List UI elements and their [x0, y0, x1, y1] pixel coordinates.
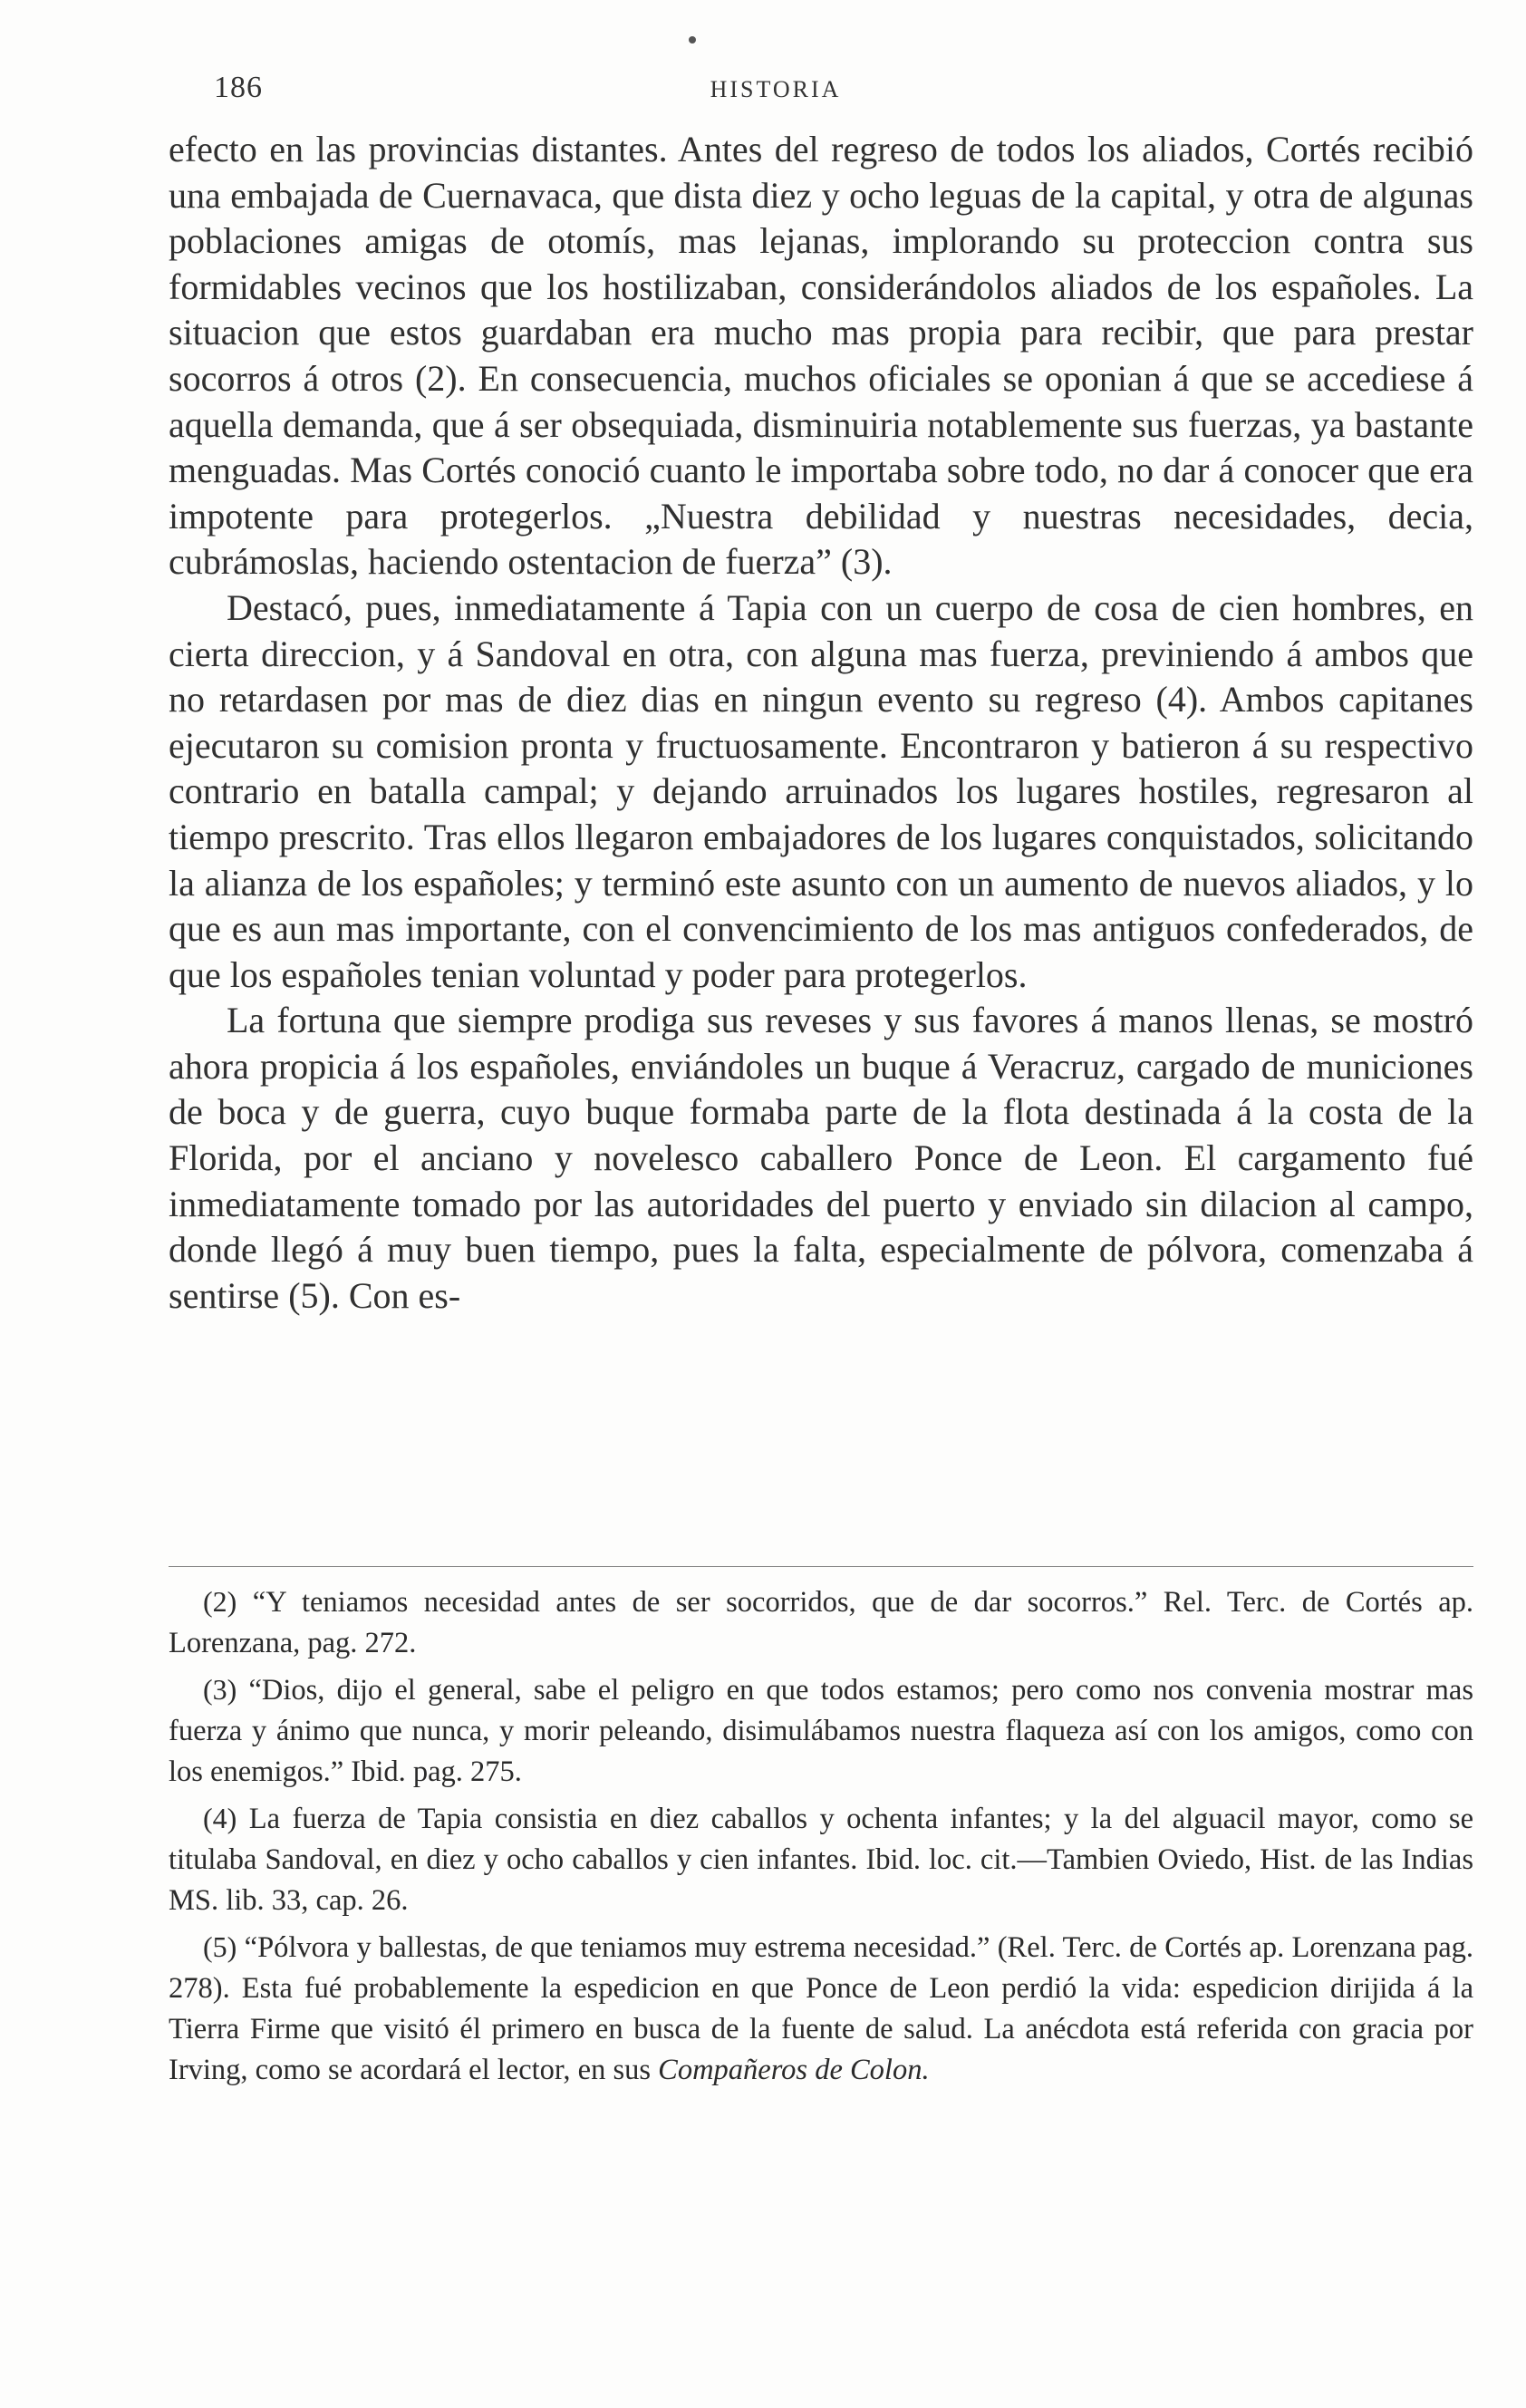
footnote-mark: (2): [203, 1585, 237, 1618]
footnote: [169, 1581, 1473, 1664]
page-number: 186: [214, 71, 263, 104]
footnote: [169, 1669, 1473, 1793]
footnote-divider: [169, 1566, 1473, 1567]
paragraph: Destacó, pues, inmediatamente á Tapia con un cuerpo de cosa de cien hombres, en cierta direccion, y á Sandoval en otra, con alguna mas fuerza, previniendo á ambos que no retardasen por mas de diez dias en ningun evento su regreso (4). Ambos capitanes ejecutaron su comision pronta y fructuosamente. Encontraron y batieron á su respectivo contrario en batalla campal; y dejando arruinados los lugares hostiles, regresaron al tiempo prescrito. Tras ellos llegaron embajadores de los lugares conquistados, solicitando la alianza de los españoles; y terminó este asunto con un aumento de nuevos aliados, y lo que es aun mas importante, con el convencimiento de los mas antiguos confederados, de que los españoles tenian voluntad y poder para protegerlos.: [169, 586, 1473, 995]
main-text: [169, 127, 1473, 1319]
page-header: [214, 71, 1338, 116]
footnote-text: La fuerza de Tapia consistia en diez caballos y ochenta infantes; y la del alguacil mayor, como se titulaba Sandoval, en diez y ocho caballos y cien infantes. Ibid. loc. cit.—Tambien Oviedo, Hist. de las Indias MS. lib. 33, cap. 26.: [169, 1803, 1473, 1917]
running-title: HISTORIA: [710, 76, 842, 102]
footnote-text: “Pólvora y ballestas, de que teniamos muy estrema necesidad.” (Rel. Terc. de Cortés ap. Lorenzana pag. 278). Esta fué probablemente la espedicion en que Ponce de Leon perdió la vida: espedicion dirijida á la Tierra Firme que visitó él primero en busca de la fuente de salud. La anécdota está referida con gracia por Irving, como se acordará el lector, en sus: [169, 1931, 1474, 2086]
paragraph: efecto en las provincias distantes. Antes del regreso de todos los aliados, Cortés recibió una embajada de Cuernavaca, que dista diez y ocho leguas de la capital, y otra de algunas poblaciones amigas de otomís, mas lejanas, implorando su proteccion contra sus formidables vecinos que los hostilizaban, considerándolos aliados de los españoles. La situacion que estos guardaban era mucho mas propia para recibir, que para prestar socorros á otros (2). En consecuencia, muchos oficiales se oponian á que se accediese á aquella demanda, que á ser obsequiada, disminuiria notablemente sus fuerzas, ya bastante menguadas. Mas Cortés conoció cuanto le importaba sobre todo, no dar á conocer que era impotente para protegerlos. „Nuestra debilidad y nuestras necesidades, decia, cubrámoslas, haciendo ostentacion de fuerza” (3).: [169, 129, 1473, 583]
ink-speck: [689, 36, 696, 44]
footnote-text: “Dios, dijo el general, sabe el peligro en que todos estamos; pero como nos convenia mostrar mas fuerza y ánimo que nunca, y morir peleando, disimulábamos nuestra flaqueza así con los amigos, como con los enemigos.” Ibid. pag. 275.: [169, 1674, 1473, 1788]
book-title: Compañeros de Colon.: [658, 2054, 930, 2086]
footnote-mark: (4): [203, 1802, 237, 1834]
footnote: [169, 1798, 1473, 1921]
footnote: [169, 1927, 1473, 2091]
paragraph: La fortuna que siempre prodiga sus reveses y sus favores á manos llenas, se mostró ahora propicia á los españoles, enviándoles un buque á Veracruz, cargado de municiones de boca y de guerra, cuyo buque formaba parte de la flota destinada á la costa de la Florida, por el anciano y novelesco caballero Ponce de Leon. El cargamento fué inmediatamente tomado por las autoridades del puerto y enviado sin dilacion al campo, donde llegó á muy buen tiempo, pues la falta, especialmente de pólvora, comenzaba á sentirse (5). Con es-: [169, 1000, 1473, 1316]
footnote-mark: (5): [203, 1930, 237, 1963]
footnote-mark: (3): [203, 1673, 237, 1706]
footnotes: [169, 1581, 1473, 2096]
footnote-text: “Y teniamos necesidad antes de ser socorridos, que de dar socorros.” Rel. Terc. de Cortés ap. Lorenzana, pag. 272.: [169, 1586, 1474, 1659]
